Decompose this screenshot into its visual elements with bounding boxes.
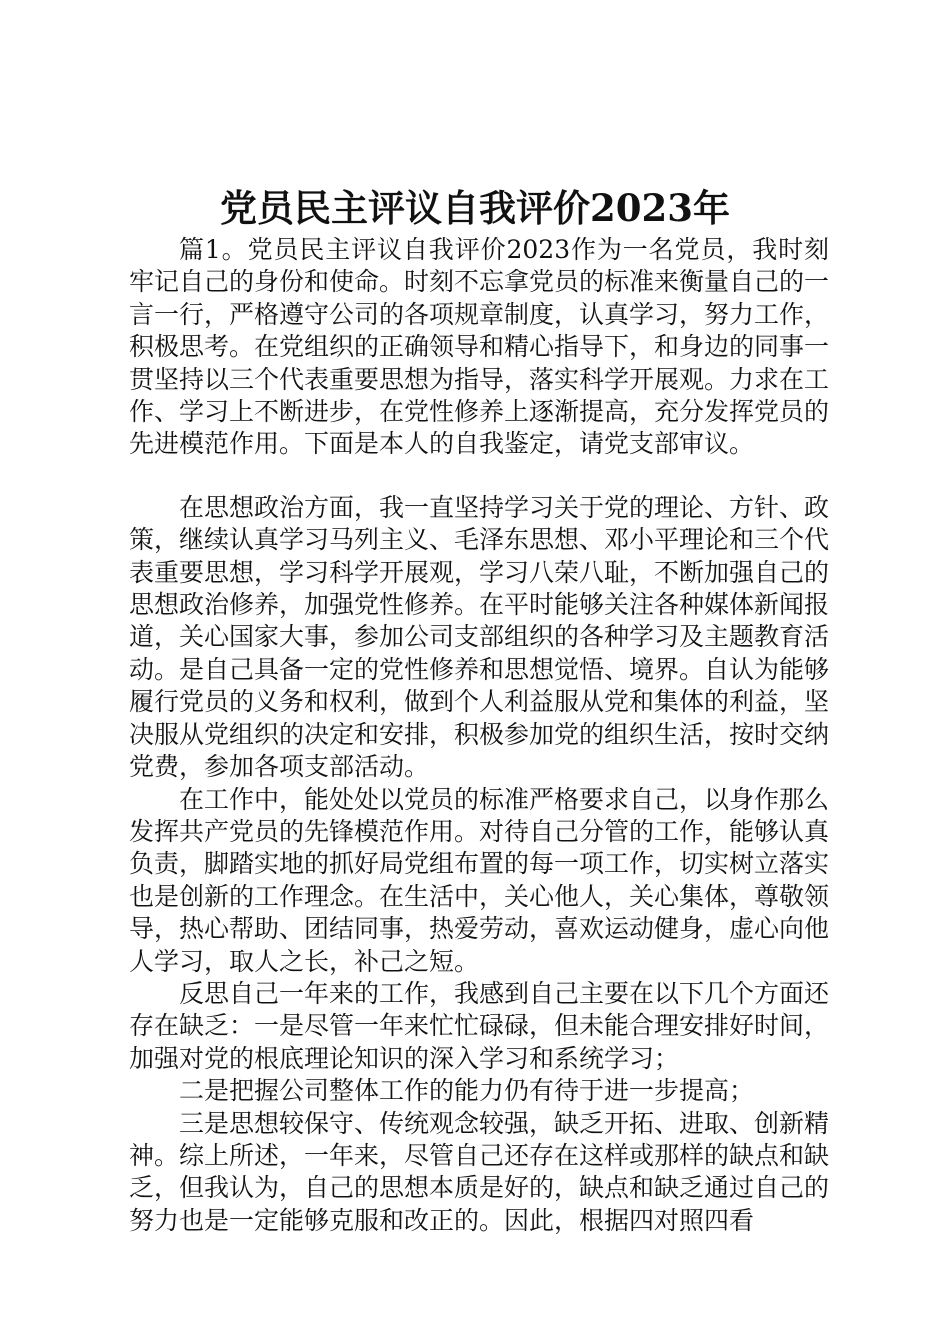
paragraph-reflection: 反思自己一年来的工作，我感到自己主要在以下几个方面还存在缺乏：一是尽管一年来忙忙碌碌，但未能合理安排好时间，加强对党的根底理论知识的深入学习和系统学习； [129, 978, 830, 1073]
document-body [129, 234, 829, 1237]
paragraph-political-thought: 在思想政治方面，我一直坚持学习关于党的理论、方针、政策，继续认真学习马列主义、毛泽东思想、邓小平理论和三个代表重要思想，学习科学开展观，学习八荣八耻，不断加强自己的思想政治修养，加强党性修养。在平时能够关注各种媒体新闻报道，关心国家大事，参加公司支部组织的各种学习及主题教育活动。是自己具备一定的党性修养和思想觉悟、境界。自认为能够履行党员的义务和权利，做到个人利益服从党和集体的利益，坚决服从党组织的决定和安排，积极参加党的组织生活，按时交纳党费，参加各项支部活动。 [129, 492, 830, 782]
paragraph-work: 在工作中，能处处以党员的标准严格要求自己，以身作那么发挥共产党员的先锋模范作用。对待自己分管的工作，能够认真负责，脚踏实地的抓好局党组布置的每一项工作，切实树立落实也是创新的工作理念。在生活中，关心他人，关心集体，尊敬领导，热心帮助、团结同事，热爱劳动，喜欢运动健身，虚心向他人学习，取人之长，补己之短。 [129, 784, 830, 976]
paragraph-intro: 篇1。党员民主评议自我评价2023作为一名党员，我时刻牢记自己的身份和使命。时刻不忘拿党员的标准来衡量自己的一言一行，严格遵守公司的各项规章制度，认真学习，努力工作，积极思考。在党组织的正确领导和精心指导下，和身边的同事一贯坚持以三个代表重要思想为指导，落实科学开展观。力求在工作、学习上不断进步，在党性修养上逐渐提高，充分发挥党员的先进模范作用。下面是本人的自我鉴定，请党支部审议。 [129, 235, 830, 459]
document-title: 党员民主评议自我评价2023年 [220, 186, 730, 230]
paragraph-point-two: 二是把握公司整体工作的能力仍有待于进一步提高； [179, 1076, 755, 1106]
paragraph-point-three: 三是思想较保守、传统观念较强，缺乏开拓、进取、创新精神。综上所述，一年来，尽管自己还存在这样或那样的缺点和缺乏，但我认为，自己的思想本质是好的，缺点和缺乏通过自己的努力也是一定能够克服和改正的。因此，根据四对照四看 [129, 1108, 830, 1235]
